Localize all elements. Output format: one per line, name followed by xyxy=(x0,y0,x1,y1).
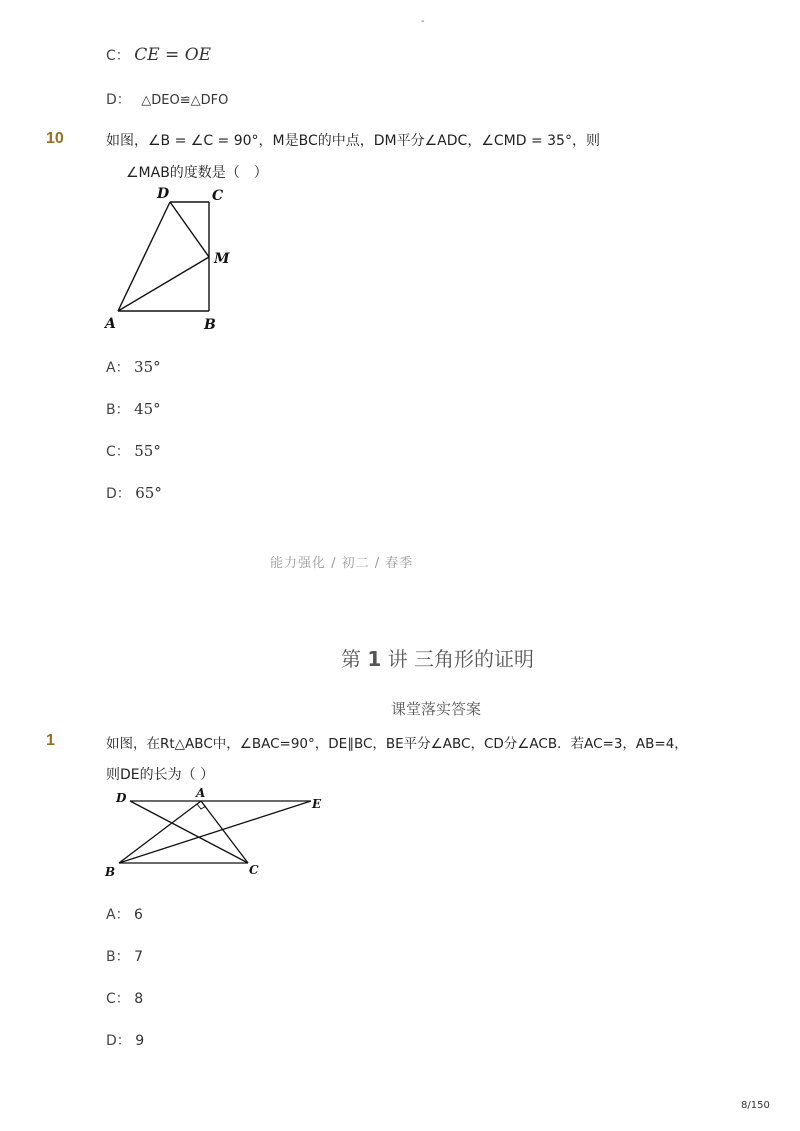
section-title: 课堂落实答案 xyxy=(391,700,482,718)
question-text-line2: ∠MAB的度数是（ ） xyxy=(126,165,268,181)
option-label: A： xyxy=(106,907,130,923)
edge-da xyxy=(118,202,170,311)
label-a: A xyxy=(196,786,206,800)
option-text: 8 xyxy=(134,991,144,1007)
q10-option-c[interactable] xyxy=(106,441,161,461)
label-c: C xyxy=(212,188,224,204)
option-text: △DEO≌△DFO xyxy=(141,93,229,108)
figure-quadrilateral-abmcd xyxy=(100,185,240,335)
label-m: M xyxy=(214,251,230,267)
option-label: D： xyxy=(106,1033,131,1049)
question-number: 1 xyxy=(46,732,55,749)
q10-option-b[interactable] xyxy=(106,399,161,419)
option-label: C： xyxy=(106,48,130,64)
prev-option-c[interactable] xyxy=(106,45,211,65)
q1-option-a[interactable] xyxy=(106,904,143,924)
option-text: 55° xyxy=(134,442,161,460)
label-d: D xyxy=(157,186,170,202)
option-label: A： xyxy=(106,360,130,376)
option-text: 65° xyxy=(135,484,162,502)
label-c: C xyxy=(249,863,259,877)
q10-option-a[interactable] xyxy=(106,357,161,377)
question-text-line1: 如图，在Rt△ABC中，∠BAC=90°，DE∥BC，BE平分∠ABC，CD分∠ACB．若AC=3，AB=4， xyxy=(106,736,688,752)
option-label: D： xyxy=(106,486,131,502)
label-e: E xyxy=(312,797,322,811)
option-text: 6 xyxy=(134,907,143,923)
option-text: 45° xyxy=(134,400,161,418)
option-label: B： xyxy=(106,949,130,965)
q10-option-d[interactable] xyxy=(106,483,162,503)
label-a: A xyxy=(105,316,116,332)
lecture-number: 1 xyxy=(367,647,382,671)
page-number: 8/150 xyxy=(741,1100,770,1111)
lecture-suffix: 讲 三角形的证明 xyxy=(387,647,534,671)
option-text: 9 xyxy=(135,1033,145,1049)
option-label: D： xyxy=(106,92,131,108)
question-text-line2: 则DE的长为（ ） xyxy=(106,767,215,783)
q1-option-c[interactable] xyxy=(106,988,143,1008)
option-text: CE = OE xyxy=(134,45,212,65)
label-d: D xyxy=(116,791,127,805)
prev-option-d[interactable] xyxy=(106,89,228,109)
label-b: B xyxy=(105,865,116,879)
lecture-prefix: 第 xyxy=(341,647,361,671)
side-ac xyxy=(201,801,248,863)
question-number: 10 xyxy=(46,130,64,147)
question-text-line1: 如图，∠B = ∠C = 90°，M是BC的中点，DM平分∠ADC，∠CMD = 35°，则 xyxy=(106,133,600,149)
label-b: B xyxy=(204,317,216,333)
option-label: B： xyxy=(106,402,130,418)
q1-option-b[interactable] xyxy=(106,946,143,966)
figure-triangle-abc-de xyxy=(100,783,335,883)
footer-tag: 能力强化 / 初二 / 春季 xyxy=(270,556,414,571)
segment-dm xyxy=(170,202,209,257)
option-label: C： xyxy=(106,991,130,1007)
option-label: C： xyxy=(106,444,130,460)
option-text: 7 xyxy=(134,949,143,965)
top-mark: - xyxy=(421,16,425,27)
option-text: 35° xyxy=(134,358,161,376)
q1-option-d[interactable] xyxy=(106,1030,144,1050)
lecture-title xyxy=(341,643,534,672)
